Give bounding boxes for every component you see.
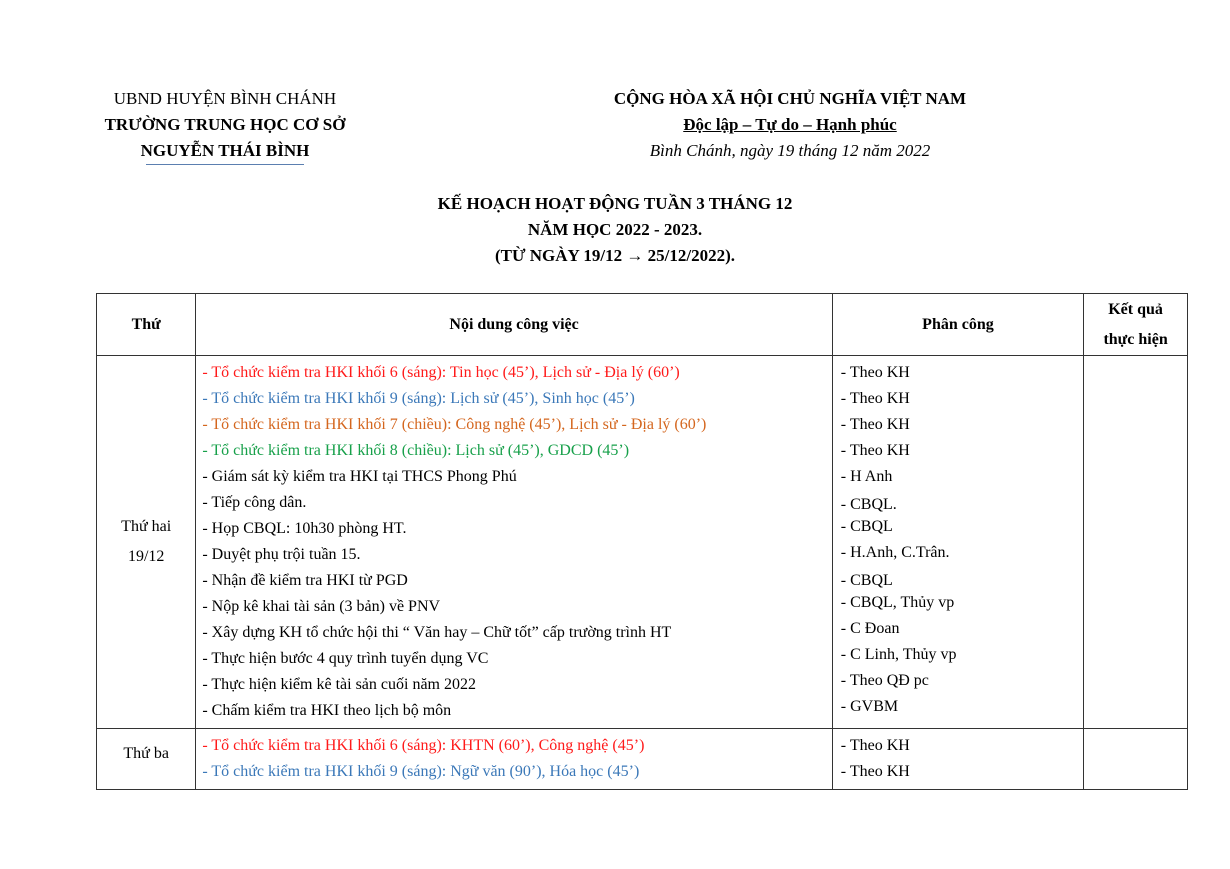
table-row [97,729,1188,790]
result-cell [1084,729,1188,790]
assignment-item: - Theo KH [840,763,910,780]
task-item: - Họp CBQL: 10h30 phòng HT. [202,520,407,537]
assignment-item: - H Anh [840,468,893,485]
task-item: - Thực hiện bước 4 quy trình tuyển dụng VC [202,650,489,667]
task-item: - Tiếp công dân. [202,494,307,511]
assignment-item: - C Đoan [840,620,900,637]
weekly-plan-table [96,293,1188,790]
assign-cell [832,356,1083,729]
content-cell [196,356,832,729]
header-right [560,86,1020,164]
task-item: - Tổ chức kiểm tra HKI khối 7 (chiều): Công nghệ (45’), Lịch sử - Địa lý (60’) [202,416,707,433]
assignment-item: - CBQL, Thủy vp [840,594,955,611]
task-item: - Xây dựng KH tổ chức hội thi “ Văn hay – Chữ tốt” cấp trường trình HT [202,624,672,641]
header-assign: Phân công [832,294,1083,356]
district-name: UBND HUYỆN BÌNH CHÁNH [113,89,337,108]
day-cell [97,356,196,729]
assignment-item: - Theo KH [840,416,910,433]
assignment-item: - CBQL. [840,496,897,513]
day-name: Thứ ba [123,745,169,762]
school-name: NGUYỄN THÁI BÌNH [140,141,310,160]
task-item: - Thực hiện kiểm kê tài sản cuối năm 2022 [202,676,476,693]
task-item: - Nộp kê khai tài sản (3 bản) về PNV [202,598,441,615]
day-name: Thứ hai [121,518,172,535]
title-line-2: NĂM HỌC 2022 - 2023. [527,220,703,239]
assignment-item: - H.Anh, C.Trân. [840,544,950,561]
document-title [0,191,1230,269]
task-item: - Giám sát kỳ kiểm tra HKI tại THCS Phong Phú [202,468,517,485]
header-left [60,86,390,165]
day-cell [97,729,196,790]
school-type: TRƯỜNG TRUNG HỌC CƠ SỞ [104,115,346,134]
header-result [1084,294,1188,356]
title-line-3: (TỪ NGÀY 19/12 → 25/12/2022). [494,246,736,265]
assignment-item: - Theo KH [840,442,910,459]
assignment-item: - Theo KH [840,390,910,407]
assignment-item: - Theo KH [840,364,910,381]
assignment-item: - Theo KH [840,737,910,754]
header-content: Nội dung công việc [196,294,832,356]
task-item: - Tổ chức kiểm tra HKI khối 8 (chiều): Lịch sử (45’), GDCD (45’) [202,442,630,459]
assignment-item: - Theo QĐ pc [840,672,929,689]
national-motto: Độc lập – Tự do – Hạnh phúc [683,115,897,134]
task-item: - Tổ chức kiểm tra HKI khối 9 (sáng): Lịch sử (45’), Sinh học (45’) [202,390,635,407]
assignment-item: - GVBM [840,698,899,715]
table-header-row [97,294,1188,356]
result-cell [1084,356,1188,729]
task-item: - Tổ chức kiểm tra HKI khối 9 (sáng): Ngữ văn (90’), Hóa học (45’) [202,763,640,780]
assignment-item: - CBQL [840,518,893,535]
assignment-item: - C Linh, Thủy vp [840,646,957,663]
document-date: Bình Chánh, ngày 19 tháng 12 năm 2022 [649,141,931,160]
task-item: - Tổ chức kiểm tra HKI khối 6 (sáng): Tin học (45’), Lịch sử - Địa lý (60’) [202,364,680,381]
title-line-1: KẾ HOẠCH HOẠT ĐỘNG TUẦN 3 THÁNG 12 [437,194,793,213]
header-day: Thứ [97,294,196,356]
task-item: - Chấm kiểm tra HKI theo lịch bộ môn [202,702,452,719]
assign-cell [832,729,1083,790]
task-item: - Tổ chức kiểm tra HKI khối 6 (sáng): KHTN (60’), Công nghệ (45’) [202,737,645,754]
assignment-item: - CBQL [840,572,893,589]
header-result-line-1: Kết quả [1108,300,1163,318]
day-date: 19/12 [127,548,165,565]
table-row [97,356,1188,729]
content-cell [196,729,832,790]
divider-left [146,164,304,165]
task-item: - Nhận đề kiểm tra HKI từ PGD [202,572,408,589]
country-name: CỘNG HÒA XÃ HỘI CHỦ NGHĨA VIỆT NAM [613,89,967,108]
header-result-line-2: thực hiện [1103,330,1168,348]
task-item: - Duyệt phụ trội tuần 15. [202,546,361,563]
